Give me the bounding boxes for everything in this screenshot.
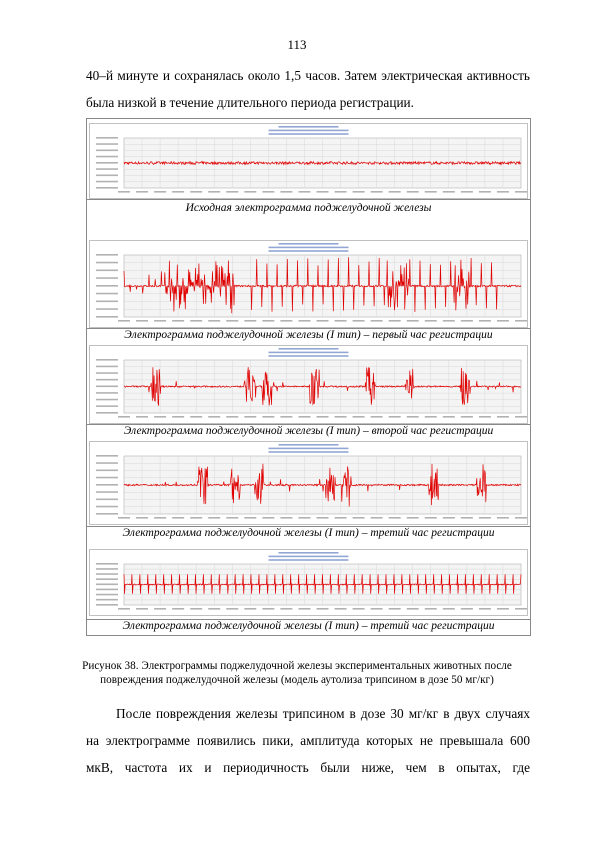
x-tick-mark [208, 517, 220, 519]
x-tick-mark [515, 517, 527, 519]
y-tick-mark [96, 285, 118, 287]
x-tick-mark [208, 416, 220, 418]
x-tick-mark [262, 416, 274, 418]
y-tick-mark [96, 372, 118, 374]
body-line: мкВ, частота их и периодичность были ниже, чем в опытах, где [86, 760, 530, 775]
y-tick-mark [96, 386, 118, 388]
x-tick-mark [317, 517, 329, 519]
x-tick-mark [262, 320, 274, 322]
chart-header-line [269, 352, 349, 354]
figure-38 [86, 118, 531, 636]
chart-header-line [269, 133, 349, 135]
electrogram-chart-hour1 [89, 240, 528, 328]
x-tick-mark [154, 517, 166, 519]
x-tick-mark [317, 416, 329, 418]
x-tick-mark [443, 416, 455, 418]
y-tick-mark [96, 578, 118, 580]
x-tick-mark [154, 191, 166, 193]
intro-line: была низкой в течение длительного периода регистрации. [86, 95, 414, 110]
y-tick-mark [96, 573, 118, 575]
x-tick-mark [190, 608, 202, 610]
y-tick-mark [96, 175, 118, 177]
x-tick-mark [190, 517, 202, 519]
x-tick-mark [335, 320, 347, 322]
x-tick-mark [443, 191, 455, 193]
y-tick-mark [96, 399, 118, 401]
x-tick-mark [425, 416, 437, 418]
x-tick-mark [244, 608, 256, 610]
chart-header-line [269, 556, 349, 558]
x-tick-mark [497, 517, 509, 519]
y-tick-mark [96, 137, 118, 139]
x-tick-mark [190, 416, 202, 418]
x-tick-mark [154, 416, 166, 418]
x-tick-mark [244, 191, 256, 193]
x-tick-mark [136, 517, 148, 519]
y-tick-mark [96, 162, 118, 164]
x-tick-mark [280, 416, 292, 418]
intro-paragraph [86, 62, 530, 116]
y-tick-mark [96, 589, 118, 591]
x-tick-mark [407, 191, 419, 193]
y-tick-mark [96, 499, 118, 501]
x-tick-mark [262, 517, 274, 519]
x-tick-mark [154, 320, 166, 322]
x-tick-mark [497, 608, 509, 610]
x-tick-mark [280, 191, 292, 193]
y-tick-mark [96, 308, 118, 310]
x-tick-mark [407, 608, 419, 610]
electrogram-chart-baseline [89, 123, 528, 199]
x-tick-mark [407, 320, 419, 322]
page-number: 113 [287, 37, 307, 52]
chart-header-line [269, 247, 349, 249]
x-tick-mark [298, 608, 310, 610]
y-tick-mark [96, 254, 118, 256]
x-tick-mark [335, 191, 347, 193]
x-tick-mark [136, 320, 148, 322]
x-tick-mark [515, 416, 527, 418]
panel-caption-baseline: Исходная электрограмма поджелудочной железы [87, 199, 530, 239]
y-tick-mark [96, 462, 118, 464]
electrogram-chart-hour3 [89, 441, 528, 525]
chart-header-line [279, 348, 339, 350]
chart-header-line [269, 448, 349, 450]
y-tick-mark [96, 506, 118, 508]
x-tick-mark [226, 608, 238, 610]
x-tick-mark [172, 416, 184, 418]
x-tick-mark [244, 517, 256, 519]
chart-header-line [269, 355, 349, 357]
x-tick-mark [389, 320, 401, 322]
x-tick-mark [443, 320, 455, 322]
y-tick-mark [96, 181, 118, 183]
y-tick-mark [96, 156, 118, 158]
x-tick-mark [479, 416, 491, 418]
panel-caption-hour3: Электрограмма поджелудочной железы (I тип) – третий час регистрации [87, 526, 530, 542]
x-tick-mark [443, 517, 455, 519]
figure-caption-line: Рисунок 38. Электрограммы поджелудочной железы экспериментальных животных после [82, 660, 512, 672]
panel-caption-hour1: Электрограмма поджелудочной железы (I тип) – первый час регистрации [87, 328, 530, 344]
y-tick-mark [96, 379, 118, 381]
x-tick-mark [515, 191, 527, 193]
x-tick-mark [515, 320, 527, 322]
x-tick-mark [298, 416, 310, 418]
body-line: на электрограмме появились пики, амплитуда которых не превышала 600 [86, 733, 530, 748]
x-tick-mark [497, 320, 509, 322]
y-tick-mark [96, 484, 118, 486]
x-tick-mark [389, 416, 401, 418]
y-tick-mark [96, 359, 118, 361]
x-tick-mark [317, 191, 329, 193]
chart-header-line [269, 559, 349, 561]
x-tick-mark [425, 517, 437, 519]
y-tick-mark [96, 477, 118, 479]
x-tick-mark [226, 191, 238, 193]
x-tick-mark [479, 191, 491, 193]
x-tick-mark [298, 517, 310, 519]
x-tick-mark [298, 191, 310, 193]
y-tick-mark [96, 563, 118, 565]
y-tick-mark [96, 150, 118, 152]
x-tick-mark [154, 608, 166, 610]
chart-header-line [269, 250, 349, 252]
x-tick-mark [371, 517, 383, 519]
chart-header-line [269, 130, 349, 132]
x-tick-mark [443, 608, 455, 610]
figure-caption-line: повреждения поджелудочной железы (модель аутолиза трипсином в дозе 50 мг/кг) [100, 674, 494, 686]
x-tick-mark [425, 608, 437, 610]
y-tick-mark [96, 187, 118, 189]
x-tick-mark [172, 608, 184, 610]
x-tick-mark [335, 416, 347, 418]
x-tick-mark [461, 608, 473, 610]
x-tick-mark [172, 191, 184, 193]
x-tick-mark [353, 320, 365, 322]
y-tick-mark [96, 366, 118, 368]
body-line: После повреждения железы трипсином в дозе 30 мг/кг в двух случаях [116, 706, 530, 721]
x-tick-mark [461, 320, 473, 322]
x-tick-mark [226, 416, 238, 418]
x-tick-mark [371, 191, 383, 193]
y-tick-mark [96, 316, 118, 318]
y-tick-mark [96, 568, 118, 570]
y-tick-mark [96, 491, 118, 493]
x-tick-mark [172, 517, 184, 519]
x-tick-mark [335, 517, 347, 519]
x-tick-mark [208, 320, 220, 322]
panel-caption-hour3b: Электрограмма поджелудочной железы (I тип) – третий час регистрации [87, 619, 530, 635]
x-tick-mark [317, 608, 329, 610]
intro-line: 40–й минуте и сохранялась около 1,5 часов. Затем электрическая активность [86, 68, 530, 83]
x-tick-mark [190, 191, 202, 193]
panel-caption-hour2: Электрограмма поджелудочной железы (I тип) – второй час регистрации [87, 424, 530, 440]
y-tick-mark [96, 143, 118, 145]
x-tick-mark [407, 517, 419, 519]
y-tick-mark [96, 301, 118, 303]
x-tick-mark [389, 608, 401, 610]
x-tick-mark [208, 191, 220, 193]
chart-header-line [279, 126, 339, 128]
x-tick-mark [136, 416, 148, 418]
y-tick-mark [96, 599, 118, 601]
chart-header-line [279, 444, 339, 446]
x-tick-mark [515, 608, 527, 610]
y-tick-mark [96, 455, 118, 457]
x-tick-mark [280, 608, 292, 610]
x-tick-mark [353, 416, 365, 418]
x-tick-mark [407, 416, 419, 418]
x-tick-mark [118, 191, 130, 193]
x-tick-mark [389, 191, 401, 193]
x-tick-mark [280, 517, 292, 519]
x-tick-mark [353, 608, 365, 610]
x-tick-mark [226, 517, 238, 519]
y-tick-mark [96, 470, 118, 472]
x-tick-mark [244, 416, 256, 418]
x-tick-mark [461, 416, 473, 418]
x-tick-mark [172, 320, 184, 322]
y-tick-mark [96, 594, 118, 596]
x-tick-mark [479, 608, 491, 610]
x-tick-mark [226, 320, 238, 322]
x-tick-mark [461, 517, 473, 519]
y-tick-mark [96, 262, 118, 264]
x-tick-mark [335, 608, 347, 610]
x-tick-mark [425, 191, 437, 193]
electrogram-chart-hour3b [89, 549, 528, 616]
x-tick-mark [317, 320, 329, 322]
y-tick-mark [96, 513, 118, 515]
x-tick-mark [136, 608, 148, 610]
y-tick-mark [96, 293, 118, 295]
x-tick-mark [479, 320, 491, 322]
x-tick-mark [262, 191, 274, 193]
y-tick-mark [96, 392, 118, 394]
x-tick-mark [497, 191, 509, 193]
y-tick-mark [96, 270, 118, 272]
chart-header-line [279, 552, 339, 554]
x-tick-mark [262, 608, 274, 610]
chart-header-line [269, 451, 349, 453]
x-tick-mark [371, 320, 383, 322]
x-tick-mark [371, 416, 383, 418]
x-tick-mark [244, 320, 256, 322]
y-tick-mark [96, 277, 118, 279]
x-tick-mark [118, 517, 130, 519]
x-tick-mark [425, 320, 437, 322]
x-tick-mark [136, 191, 148, 193]
x-tick-mark [389, 517, 401, 519]
x-tick-mark [371, 608, 383, 610]
x-tick-mark [118, 416, 130, 418]
y-tick-mark [96, 604, 118, 606]
x-tick-mark [353, 517, 365, 519]
x-tick-mark [118, 608, 130, 610]
y-tick-mark [96, 584, 118, 586]
chart-header-line [279, 243, 339, 245]
x-tick-mark [298, 320, 310, 322]
x-tick-mark [497, 416, 509, 418]
x-tick-mark [118, 320, 130, 322]
y-tick-mark [96, 412, 118, 414]
figure-caption [60, 659, 534, 687]
x-tick-mark [479, 517, 491, 519]
x-tick-mark [461, 191, 473, 193]
x-tick-mark [190, 320, 202, 322]
x-tick-mark [353, 191, 365, 193]
x-tick-mark [280, 320, 292, 322]
electrogram-chart-hour2 [89, 345, 528, 424]
y-tick-mark [96, 168, 118, 170]
body-paragraph [86, 700, 530, 781]
x-tick-mark [208, 608, 220, 610]
y-tick-mark [96, 405, 118, 407]
